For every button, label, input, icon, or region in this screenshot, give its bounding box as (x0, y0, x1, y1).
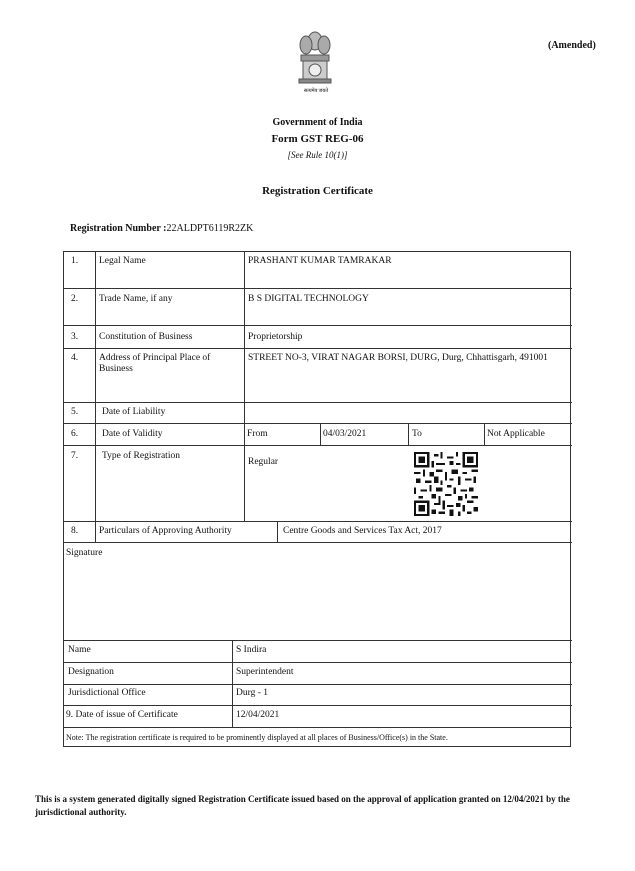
registration-number (70, 223, 253, 234)
row-address-label: Address of Principal Place of Business (99, 353, 211, 374)
registration-number-value: 22ALDPT6119R2ZK (166, 223, 254, 234)
name-label: Name (68, 645, 91, 655)
issue-date-label: 9. Date of issue of Certificate (66, 710, 178, 720)
qr-code-icon (414, 452, 478, 516)
designation-label: Designation (68, 667, 114, 677)
row-legal-value: PRASHANT KUMAR TAMRAKAR (248, 256, 392, 266)
footer-statement: This is a system generated digitally signed Registration Certificate issued based on the approval of application granted on 12/04/2021 by the jurisdictional authority. (35, 794, 570, 817)
emblem-motto: सत्यमेव जयते (303, 89, 329, 94)
display-note: Note: The registration certificate is required to be prominently displayed at all places of Business/Office(s) in the State. (66, 733, 448, 742)
row-validity-to-value: Not Applicable (487, 429, 545, 439)
row-type-label: Type of Registration (102, 451, 180, 461)
row-type-value: Regular (248, 457, 279, 467)
signature-label: Signature (66, 548, 103, 558)
certificate-title: Registration Certificate (262, 185, 373, 197)
row-constitution-no: 3. (71, 332, 79, 342)
row-validity-no: 6. (71, 429, 79, 439)
designation-value: Superintendent (236, 667, 294, 677)
row-authority-no: 8. (71, 526, 79, 536)
government-heading: Government of India (272, 117, 363, 128)
row-legal-no: 1. (71, 256, 79, 266)
form-heading: Form GST REG-06 (271, 133, 364, 145)
row-trade-value: B S DIGITAL TECHNOLOGY (248, 294, 369, 304)
jurisdictional-office-value: Durg - 1 (236, 688, 269, 698)
name-value: S Indira (236, 645, 267, 655)
row-trade-no: 2. (71, 294, 79, 304)
row-validity-from-value: 04/03/2021 (323, 429, 367, 439)
row-liability-no: 5. (71, 407, 79, 417)
row-validity-label: Date of Validity (102, 429, 163, 439)
row-constitution-value: Proprietorship (248, 332, 303, 342)
row-trade-label: Trade Name, if any (99, 294, 173, 304)
row-type-no: 7. (71, 451, 79, 461)
row-address-no: 4. (71, 353, 79, 363)
row-authority-value: Centre Goods and Services Tax Act, 2017 (283, 526, 442, 536)
row-legal-label: Legal Name (99, 256, 146, 266)
certificate-table (63, 251, 571, 747)
amended-label: (Amended) (548, 40, 596, 51)
ashoka-emblem-icon (293, 28, 337, 90)
row-authority-label: Particulars of Approving Authority (99, 526, 232, 536)
row-validity-from-label: From (247, 429, 268, 439)
row-address-value: STREET NO-3, VIRAT NAGAR BORSI, DURG, Durg, Chhattisgarh, 491001 (248, 353, 548, 363)
row-constitution-label: Constitution of Business (99, 332, 193, 342)
rule-reference: [See Rule 10(1)] (287, 150, 348, 160)
registration-number-label: Registration Number : (70, 223, 167, 234)
row-validity-to-label: To (412, 429, 422, 439)
row-liability-label: Date of Liability (102, 407, 166, 417)
issue-date-value: 12/04/2021 (236, 710, 280, 720)
jurisdictional-office-label: Jurisdictional Office (68, 688, 146, 698)
